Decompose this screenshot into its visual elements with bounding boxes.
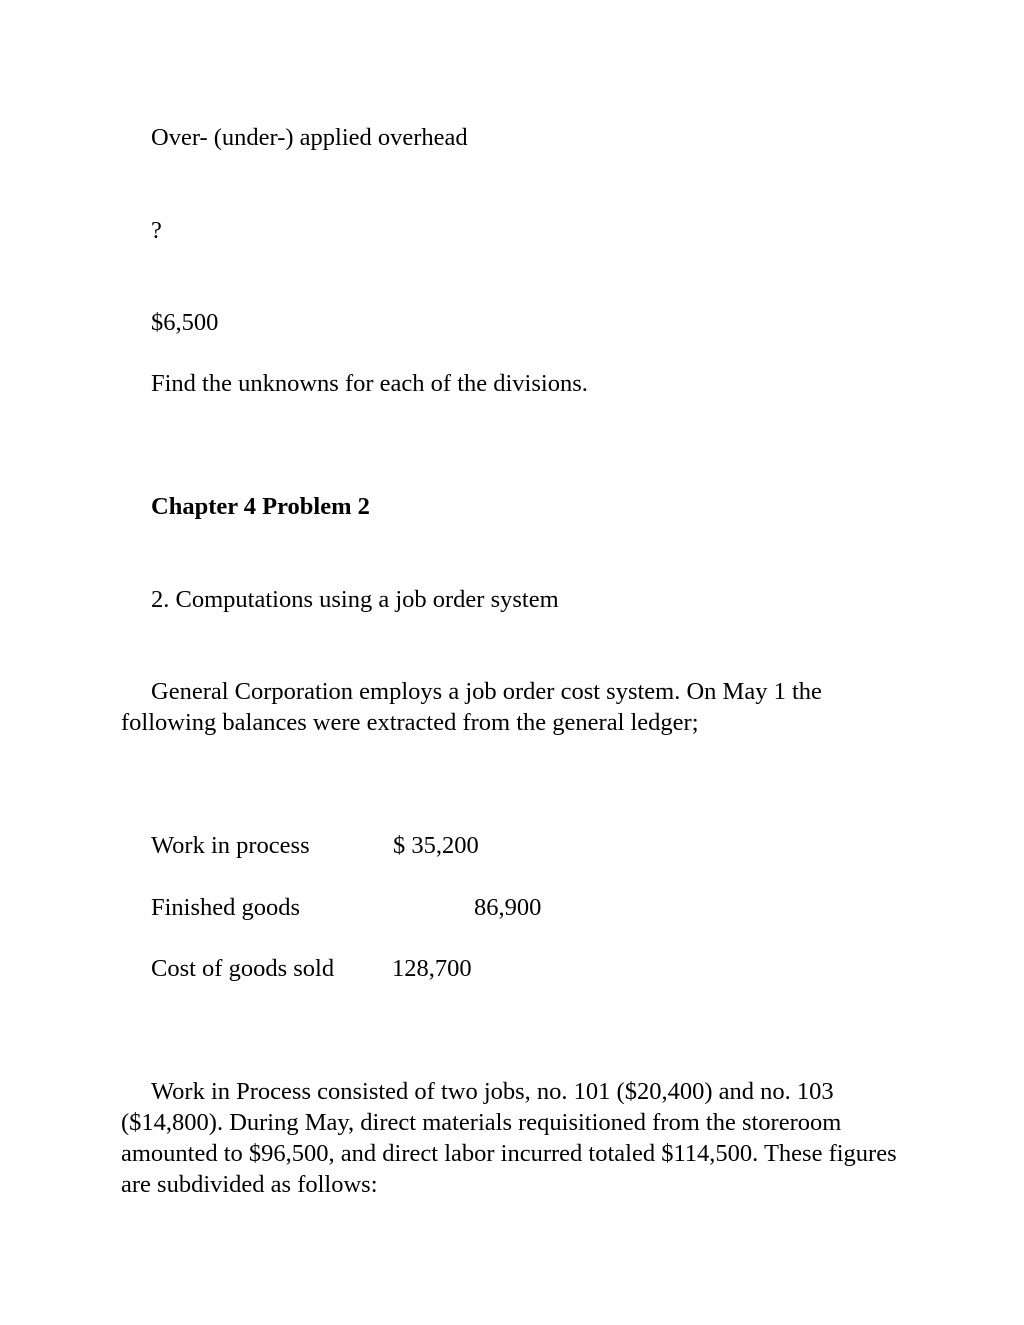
overhead-label: Over- (under-) applied overhead <box>151 124 468 151</box>
overhead-value: $6,500 <box>151 309 219 336</box>
ledger-row-work-in-process <box>151 830 651 861</box>
ledger-label: Work in process <box>151 832 310 859</box>
problem-title: 2. Computations using a job order system <box>151 586 559 613</box>
ledger-label: Cost of goods sold <box>151 955 335 982</box>
ledger-row-cost-of-goods-sold <box>151 953 651 984</box>
question-mark-text: ? <box>151 217 162 244</box>
instruction-text: Find the unknowns for each of the divisions. <box>151 370 588 397</box>
intro-paragraph: General Corporation employs a job order cost system. On May 1 the following balances were extracted from the general ledger; <box>121 678 822 736</box>
ledger-row-finished-goods <box>151 892 651 923</box>
ledger-value: 128,700 <box>392 955 472 982</box>
ledger-label: Finished goods <box>151 894 301 921</box>
ledger-value: 86,900 <box>474 894 542 921</box>
closing-paragraph: Work in Process consisted of two jobs, no. 101 ($20,400) and no. 103 ($14,800). During May, direct materials requisitioned from the storeroom amounted to $96,500, and direct labor incurred totaled $114,500. These figures are subdivided as follows: <box>121 1078 897 1198</box>
chapter-heading: Chapter 4 Problem 2 <box>151 493 370 520</box>
ledger-value: $ 35,200 <box>393 832 479 859</box>
